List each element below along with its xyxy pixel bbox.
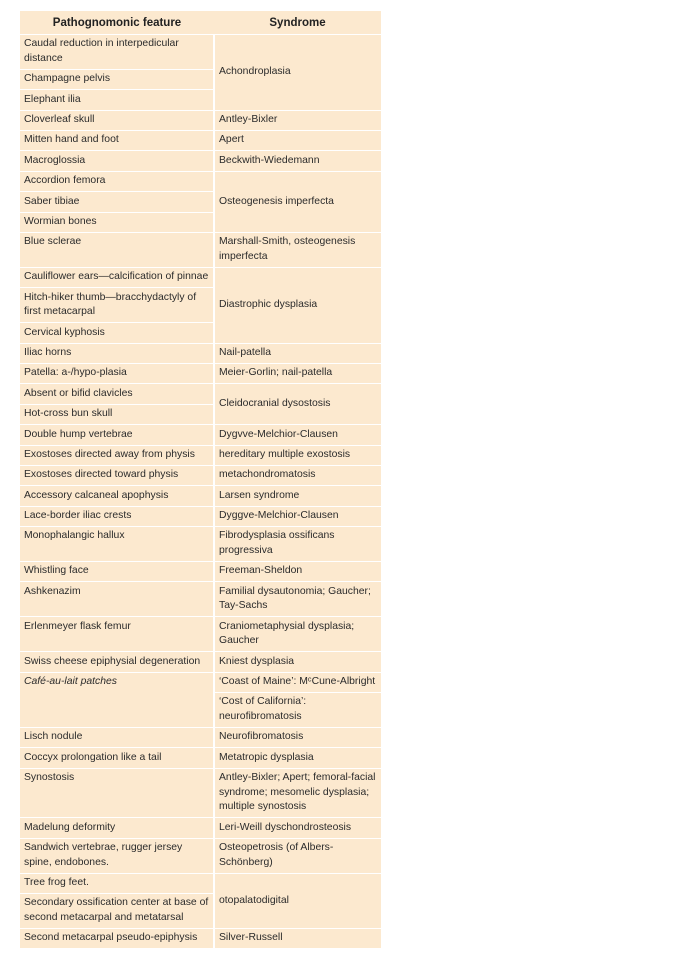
syndrome-cell: Familial dysautonomia; Gaucher; Tay-Sachs [214, 582, 381, 617]
header-feature: Pathognomonic feature [52, 16, 182, 29]
syndrome-cell: Antley-Bixler [214, 110, 381, 130]
syndrome-cell: ‘Coast of Maine’: MᶜCune-Albright [214, 672, 381, 692]
table-row [20, 445, 381, 465]
feature-text-italic: Café-au-lait patches [24, 676, 117, 688]
table-row [20, 768, 381, 818]
table-row [20, 364, 381, 384]
syndrome-cell: Silver-Russell [214, 929, 381, 949]
feature-cell: Madelung deformity [20, 818, 214, 838]
feature-cell: Mitten hand and foot [20, 131, 214, 151]
feature-cell: Sandwich vertebrae, rugger jersey spine, endobones. [20, 838, 214, 873]
table-row [20, 35, 381, 70]
syndrome-cell: Cleidocranial dysostosis [214, 384, 381, 425]
table-row [20, 929, 381, 949]
feature-cell: Elephant ilia [20, 90, 214, 110]
table-row [20, 465, 381, 485]
syndrome-cell: Beckwith-Wiedemann [214, 151, 381, 171]
feature-cell: Hitch-hiker thumb—bracchydactyly of first metacarpal [20, 288, 214, 323]
table-row [20, 728, 381, 748]
syndrome-cell: Dyggve-Melchior-Clausen [214, 506, 381, 526]
syndrome-cell: Larsen syndrome [214, 486, 381, 506]
feature-cell: Iliac horns [20, 343, 214, 363]
syndrome-table [20, 11, 381, 948]
table-row [20, 672, 381, 692]
table-row [20, 425, 381, 445]
syndrome-cell: Freeman-Sheldon [214, 562, 381, 582]
feature-cell: Macroglossia [20, 151, 214, 171]
feature-cell: Cauliflower ears—calcification of pinnae [20, 267, 214, 287]
feature-cell: Whistling face [20, 562, 214, 582]
table-row [20, 748, 381, 768]
syndrome-cell: Dygvve-Melchior-Clausen [214, 425, 381, 445]
table-row [20, 527, 381, 562]
feature-cell: Caudal reduction in interpedicular distance [20, 35, 214, 70]
table-row [20, 131, 381, 151]
feature-cell: Absent or bifid clavicles [20, 384, 214, 404]
feature-cell: Lisch nodule [20, 728, 214, 748]
feature-cell: Secondary ossification center at base of second metacarpal and metatarsal [20, 894, 214, 929]
syndrome-cell: Craniometaphysial dysplasia; Gaucher [214, 617, 381, 652]
feature-cell: Second metacarpal pseudo-epiphysis [20, 929, 214, 949]
feature-cell: Saber tibiae [20, 192, 214, 212]
table-row [20, 652, 381, 672]
syndrome-cell: Neurofibromatosis [214, 728, 381, 748]
feature-cell: Exostoses directed away from physis [20, 445, 214, 465]
table-row [20, 617, 381, 652]
table-row [20, 384, 381, 404]
feature-cell: Exostoses directed toward physis [20, 465, 214, 485]
feature-cell: Patella: a-/hypo-plasia [20, 364, 214, 384]
feature-cell: Champagne pelvis [20, 69, 214, 89]
table-row [20, 171, 381, 191]
syndrome-cell: Meier-Gorlin; nail-patella [214, 364, 381, 384]
table-row [20, 486, 381, 506]
syndrome-cell: Diastrophic dysplasia [214, 267, 381, 343]
syndrome-cell: Osteogenesis imperfecta [214, 171, 381, 232]
feature-cell: Double hump vertebrae [20, 425, 214, 445]
table-header-row [20, 11, 381, 35]
syndrome-cell: Kniest dysplasia [214, 652, 381, 672]
table-row [20, 562, 381, 582]
syndrome-cell: Osteopetrosis (of Albers-Schönberg) [214, 838, 381, 873]
syndrome-cell: ‘Cost of California’: neurofibromatosis [214, 693, 381, 728]
table-row [20, 506, 381, 526]
feature-cell: Synostosis [20, 768, 214, 818]
feature-cell: Coccyx prolongation like a tail [20, 748, 214, 768]
syndrome-cell: Apert [214, 131, 381, 151]
syndrome-cell: Antley-Bixler; Apert; femoral-facial syndrome; mesomelic dysplasia; multiple synostosis [214, 768, 381, 818]
syndrome-cell: Fibrodysplasia ossificans progressiva [214, 527, 381, 562]
table-row [20, 343, 381, 363]
table-row [20, 818, 381, 838]
feature-cell: Cloverleaf skull [20, 110, 214, 130]
table-row [20, 838, 381, 873]
feature-cell: Wormian bones [20, 212, 214, 232]
feature-cell: Blue sclerae [20, 232, 214, 267]
header-syndrome: Syndrome [269, 16, 326, 29]
feature-cell: Lace-border iliac crests [20, 506, 214, 526]
syndrome-cell: Achondroplasia [214, 35, 381, 111]
table-row [20, 110, 381, 130]
syndrome-cell: metachondromatosis [214, 465, 381, 485]
syndrome-table-grid [20, 11, 381, 948]
syndrome-cell: otopalatodigital [214, 873, 381, 928]
syndrome-cell: Metatropic dysplasia [214, 748, 381, 768]
syndrome-cell: Leri-Weill dyschondrosteosis [214, 818, 381, 838]
table-row [20, 582, 381, 617]
feature-cell: Ashkenazim [20, 582, 214, 617]
table-row [20, 151, 381, 171]
feature-cell: Swiss cheese epiphysial degeneration [20, 652, 214, 672]
feature-cell: Accordion femora [20, 171, 214, 191]
feature-cell [20, 672, 214, 727]
table-row [20, 873, 381, 893]
table-row [20, 267, 381, 287]
feature-cell: Tree frog feet. [20, 873, 214, 893]
table-row [20, 232, 381, 267]
syndrome-cell: hereditary multiple exostosis [214, 445, 381, 465]
feature-cell: Hot-cross bun skull [20, 404, 214, 424]
feature-cell: Monophalangic hallux [20, 527, 214, 562]
syndrome-cell: Nail-patella [214, 343, 381, 363]
feature-cell: Erlenmeyer flask femur [20, 617, 214, 652]
syndrome-cell: Marshall-Smith, osteogenesis imperfecta [214, 232, 381, 267]
feature-cell: Cervical kyphosis [20, 323, 214, 343]
feature-cell: Accessory calcaneal apophysis [20, 486, 214, 506]
